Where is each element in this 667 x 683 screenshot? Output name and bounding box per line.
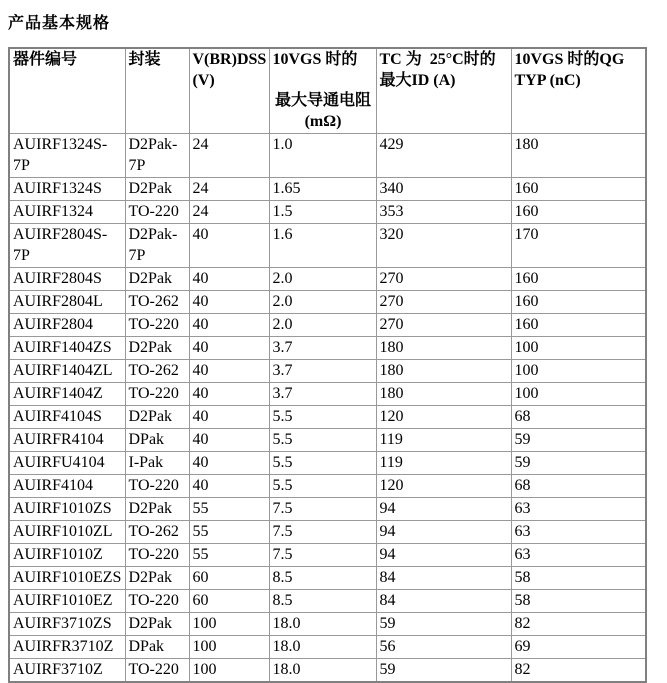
cell-part-number: AUIRFR3710Z — [9, 636, 125, 659]
cell-vbrdss-v: 40 — [189, 360, 269, 383]
cell-qg-typ-nc: 63 — [511, 521, 646, 544]
cell-vbrdss-v: 24 — [189, 178, 269, 201]
table-row — [9, 544, 646, 567]
table-row — [9, 613, 646, 636]
cell-qg-typ-nc: 100 — [511, 383, 646, 406]
cell-max-id-a: 84 — [376, 567, 511, 590]
cell-max-id-a: 270 — [376, 314, 511, 337]
header-rdson-center — [273, 90, 374, 132]
cell-vbrdss-v: 40 — [189, 406, 269, 429]
cell-package: D2Pak — [125, 268, 189, 291]
cell-part-number: AUIRF1010EZ — [9, 590, 125, 613]
cell-part-number: AUIRFU4104 — [9, 452, 125, 475]
cell-qg-typ-nc: 160 — [511, 201, 646, 224]
cell-rdson-mohm: 1.65 — [269, 178, 376, 201]
cell-part-number: AUIRF2804S — [9, 268, 125, 291]
header-qg-line1: 10VGS 时的QG — [514, 51, 625, 68]
table-row — [9, 567, 646, 590]
cell-qg-typ-nc: 82 — [511, 659, 646, 683]
cell-qg-typ-nc: 100 — [511, 337, 646, 360]
header-rdson-line2: 最大导通电阻 — [274, 92, 371, 109]
cell-part-number: AUIRF1010ZL — [9, 521, 125, 544]
cell-rdson-mohm: 18.0 — [269, 613, 376, 636]
cell-max-id-a: 180 — [376, 383, 511, 406]
table-row — [9, 201, 646, 224]
cell-package: TO-262 — [125, 521, 189, 544]
cell-part-number: AUIRF2804L — [9, 291, 125, 314]
cell-package: I-Pak — [125, 452, 189, 475]
cell-vbrdss-v: 40 — [189, 429, 269, 452]
cell-part-number: AUIRF1404Z — [9, 383, 125, 406]
cell-rdson-mohm: 1.0 — [269, 134, 376, 178]
cell-vbrdss-v: 100 — [189, 659, 269, 683]
cell-part-number: AUIRF1324 — [9, 201, 125, 224]
table-row — [9, 224, 646, 268]
table-row — [9, 134, 646, 178]
cell-max-id-a: 59 — [376, 613, 511, 636]
cell-qg-typ-nc: 68 — [511, 406, 646, 429]
header-vbrdss — [189, 48, 269, 134]
table-row — [9, 360, 646, 383]
header-max-id — [376, 48, 511, 134]
cell-package: TO-262 — [125, 360, 189, 383]
cell-package: D2Pak — [125, 337, 189, 360]
table-row — [9, 475, 646, 498]
cell-rdson-mohm: 3.7 — [269, 383, 376, 406]
cell-rdson-mohm: 5.5 — [269, 452, 376, 475]
table-row — [9, 498, 646, 521]
cell-part-number: AUIRF1010EZS — [9, 567, 125, 590]
cell-rdson-mohm: 7.5 — [269, 544, 376, 567]
header-qg-line2: TYP (nC) — [514, 72, 581, 89]
cell-vbrdss-v: 24 — [189, 134, 269, 178]
cell-rdson-mohm: 18.0 — [269, 636, 376, 659]
cell-package: TO-220 — [125, 383, 189, 406]
table-row — [9, 383, 646, 406]
cell-qg-typ-nc: 68 — [511, 475, 646, 498]
table-row — [9, 337, 646, 360]
cell-qg-typ-nc: 160 — [511, 314, 646, 337]
cell-qg-typ-nc: 180 — [511, 134, 646, 178]
cell-package: TO-220 — [125, 475, 189, 498]
cell-max-id-a: 429 — [376, 134, 511, 178]
cell-max-id-a: 56 — [376, 636, 511, 659]
cell-part-number: AUIRF4104S — [9, 406, 125, 429]
cell-qg-typ-nc: 160 — [511, 178, 646, 201]
cell-vbrdss-v: 40 — [189, 314, 269, 337]
table-row — [9, 314, 646, 337]
cell-max-id-a: 94 — [376, 544, 511, 567]
cell-package: D2Pak — [125, 613, 189, 636]
cell-vbrdss-v: 40 — [189, 224, 269, 268]
cell-vbrdss-v: 40 — [189, 452, 269, 475]
cell-part-number: AUIRF3710Z — [9, 659, 125, 683]
cell-qg-typ-nc: 63 — [511, 544, 646, 567]
cell-rdson-mohm: 2.0 — [269, 268, 376, 291]
cell-rdson-mohm: 7.5 — [269, 521, 376, 544]
header-rdson-line1: 10VGS 时的 — [272, 51, 358, 68]
cell-part-number: AUIRF1010ZS — [9, 498, 125, 521]
cell-max-id-a: 180 — [376, 337, 511, 360]
cell-vbrdss-v: 40 — [189, 291, 269, 314]
cell-part-number: AUIRF4104 — [9, 475, 125, 498]
cell-rdson-mohm: 7.5 — [269, 498, 376, 521]
cell-rdson-mohm: 3.7 — [269, 360, 376, 383]
cell-package: TO-220 — [125, 659, 189, 683]
cell-package: TO-220 — [125, 201, 189, 224]
cell-part-number: AUIRFR4104 — [9, 429, 125, 452]
cell-part-number: AUIRF1404ZL — [9, 360, 125, 383]
table-row — [9, 429, 646, 452]
cell-package: DPak — [125, 429, 189, 452]
cell-package: TO-220 — [125, 314, 189, 337]
cell-package: D2Pak — [125, 178, 189, 201]
header-rdson-line3: (mΩ) — [304, 113, 342, 130]
cell-max-id-a: 120 — [376, 406, 511, 429]
cell-part-number: AUIRF3710ZS — [9, 613, 125, 636]
cell-max-id-a: 270 — [376, 268, 511, 291]
cell-qg-typ-nc: 58 — [511, 567, 646, 590]
cell-rdson-mohm: 1.6 — [269, 224, 376, 268]
cell-vbrdss-v: 55 — [189, 521, 269, 544]
table-row — [9, 406, 646, 429]
cell-part-number: AUIRF1010Z — [9, 544, 125, 567]
cell-qg-typ-nc: 160 — [511, 268, 646, 291]
header-row — [9, 48, 646, 134]
table-row — [9, 659, 646, 683]
cell-rdson-mohm: 2.0 — [269, 291, 376, 314]
table-row — [9, 636, 646, 659]
cell-rdson-mohm: 5.5 — [269, 475, 376, 498]
cell-rdson-mohm: 18.0 — [269, 659, 376, 683]
cell-qg-typ-nc: 160 — [511, 291, 646, 314]
header-part-number: 器件编号 — [9, 48, 125, 134]
cell-vbrdss-v: 40 — [189, 268, 269, 291]
cell-qg-typ-nc: 59 — [511, 452, 646, 475]
cell-max-id-a: 270 — [376, 291, 511, 314]
header-vbrdss-line2: (V) — [192, 72, 215, 89]
header-max-id-line1: TC 为 25°C时的 — [379, 51, 496, 68]
cell-rdson-mohm: 8.5 — [269, 567, 376, 590]
spec-table-body — [9, 134, 646, 683]
header-package: 封装 — [125, 48, 189, 134]
cell-max-id-a: 120 — [376, 475, 511, 498]
table-row — [9, 268, 646, 291]
spec-table — [8, 47, 647, 683]
table-row — [9, 291, 646, 314]
cell-max-id-a: 320 — [376, 224, 511, 268]
header-max-id-line2: 最大ID (A) — [379, 72, 456, 89]
cell-max-id-a: 59 — [376, 659, 511, 683]
cell-package: TO-262 — [125, 291, 189, 314]
cell-max-id-a: 119 — [376, 452, 511, 475]
cell-vbrdss-v: 40 — [189, 383, 269, 406]
cell-vbrdss-v: 24 — [189, 201, 269, 224]
cell-vbrdss-v: 100 — [189, 613, 269, 636]
cell-part-number: AUIRF2804S-7P — [9, 224, 125, 268]
cell-vbrdss-v: 60 — [189, 567, 269, 590]
cell-max-id-a: 94 — [376, 521, 511, 544]
header-vbrdss-line1: V(BR)DSS — [192, 51, 267, 68]
cell-part-number: AUIRF1404ZS — [9, 337, 125, 360]
cell-qg-typ-nc: 58 — [511, 590, 646, 613]
cell-package: D2Pak — [125, 406, 189, 429]
cell-qg-typ-nc: 69 — [511, 636, 646, 659]
table-row — [9, 590, 646, 613]
table-row — [9, 452, 646, 475]
cell-package: TO-220 — [125, 544, 189, 567]
cell-max-id-a: 180 — [376, 360, 511, 383]
cell-vbrdss-v: 100 — [189, 636, 269, 659]
cell-part-number: AUIRF1324S-7P — [9, 134, 125, 178]
cell-max-id-a: 94 — [376, 498, 511, 521]
cell-part-number: AUIRF2804 — [9, 314, 125, 337]
cell-qg-typ-nc: 100 — [511, 360, 646, 383]
header-qg — [511, 48, 646, 134]
cell-rdson-mohm: 2.0 — [269, 314, 376, 337]
cell-rdson-mohm: 1.5 — [269, 201, 376, 224]
cell-rdson-mohm: 3.7 — [269, 337, 376, 360]
cell-vbrdss-v: 40 — [189, 337, 269, 360]
cell-part-number: AUIRF1324S — [9, 178, 125, 201]
cell-qg-typ-nc: 170 — [511, 224, 646, 268]
cell-rdson-mohm: 8.5 — [269, 590, 376, 613]
cell-rdson-mohm: 5.5 — [269, 429, 376, 452]
cell-vbrdss-v: 55 — [189, 498, 269, 521]
page-title: 产品基本规格 — [8, 15, 111, 32]
cell-package: D2Pak — [125, 498, 189, 521]
cell-package: DPak — [125, 636, 189, 659]
cell-package: D2Pak — [125, 567, 189, 590]
cell-max-id-a: 84 — [376, 590, 511, 613]
cell-vbrdss-v: 60 — [189, 590, 269, 613]
cell-package: D2Pak-7P — [125, 224, 189, 268]
cell-qg-typ-nc: 82 — [511, 613, 646, 636]
cell-qg-typ-nc: 63 — [511, 498, 646, 521]
cell-max-id-a: 119 — [376, 429, 511, 452]
cell-package: TO-220 — [125, 590, 189, 613]
cell-vbrdss-v: 40 — [189, 475, 269, 498]
cell-rdson-mohm: 5.5 — [269, 406, 376, 429]
cell-vbrdss-v: 55 — [189, 544, 269, 567]
table-row — [9, 178, 646, 201]
header-rdson — [269, 48, 376, 134]
cell-qg-typ-nc: 59 — [511, 429, 646, 452]
table-row — [9, 521, 646, 544]
cell-package: D2Pak-7P — [125, 134, 189, 178]
cell-max-id-a: 353 — [376, 201, 511, 224]
cell-max-id-a: 340 — [376, 178, 511, 201]
